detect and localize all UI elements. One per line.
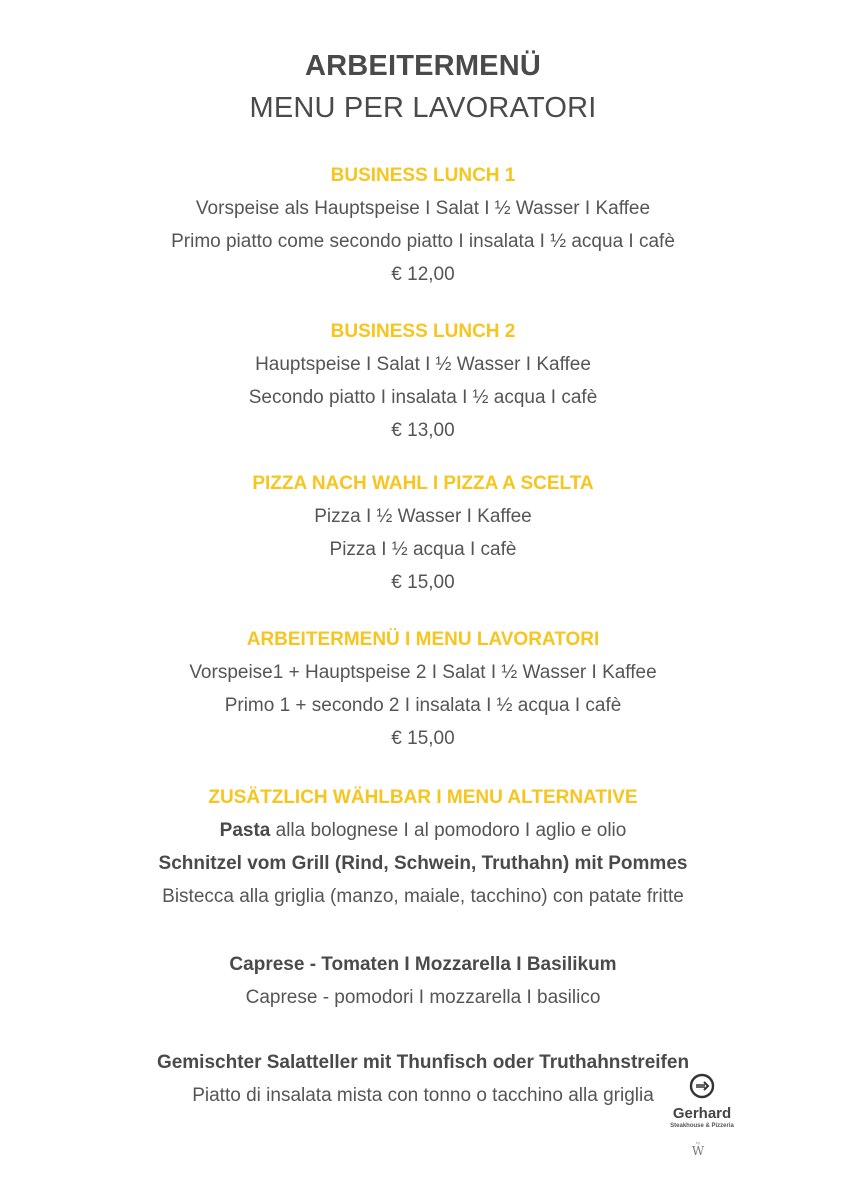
- menu-section-pizza: [0, 468, 846, 599]
- section-line-it: Pizza I ½ acqua I cafè: [329, 539, 517, 560]
- menu-section-arbeitermenu: [0, 624, 846, 755]
- alt-salat-de: Gemischter Salatteller mit Thunfisch oder Truthahnstreifen: [156, 1052, 690, 1073]
- section-price: € 15,00: [391, 572, 455, 593]
- watermark-small: by: [695, 1140, 701, 1145]
- restaurant-logo: [662, 1073, 742, 1130]
- menu-section-caprese: [0, 948, 846, 1014]
- section-line-de: Vorspeise1 + Hauptspeise 2 I Salat I ½ Wasser I Kaffee: [189, 662, 657, 683]
- section-heading: PIZZA NACH WAHL I PIZZA A SCELTA: [252, 473, 594, 494]
- alt-caprese-it: Caprese - pomodori I mozzarella I basilico: [245, 987, 601, 1008]
- alt-pasta: [0, 814, 846, 847]
- section-heading: ARBEITERMENÜ I MENU LAVORATORI: [246, 629, 600, 650]
- section-line-de: Hauptspeise I Salat I ½ Wasser I Kaffee: [255, 354, 591, 375]
- alt-caprese-de: Caprese - Tomaten I Mozzarella I Basilikum: [229, 954, 617, 975]
- section-price: € 15,00: [391, 728, 455, 749]
- logo-name: Gerhard: [672, 1105, 732, 1122]
- alt-schnitzel: Schnitzel vom Grill (Rind, Schwein, Truthahn) mit Pommes: [158, 853, 688, 874]
- watermark-letter: W: [691, 1144, 705, 1158]
- alt-pasta-label: Pasta: [219, 820, 271, 841]
- menu-section-business-lunch-1: [0, 160, 846, 291]
- section-price: € 12,00: [391, 264, 455, 285]
- section-heading: BUSINESS LUNCH 1: [330, 165, 516, 186]
- section-line-it: Primo piatto come secondo piatto I insalata I ½ acqua I cafè: [171, 231, 675, 252]
- menu-section-alternatives: [0, 782, 846, 913]
- watermark-logo: [684, 1140, 712, 1157]
- alt-salat-it: Piatto di insalata mista con tonno o tacchino alla griglia: [192, 1085, 654, 1106]
- section-heading: BUSINESS LUNCH 2: [330, 321, 516, 342]
- section-line-de: Pizza I ½ Wasser I Kaffee: [314, 506, 532, 527]
- fork-circle-icon: [689, 1073, 715, 1099]
- section-line-de: Vorspeise als Hauptspeise I Salat I ½ Wasser I Kaffee: [195, 198, 651, 219]
- alt-bistecca: Bistecca alla griglia (manzo, maiale, tacchino) con patate fritte: [162, 886, 684, 907]
- page-subtitle: MENU PER LAVORATORI: [249, 92, 597, 124]
- logo-tagline: Steakhouse & Pizzeria: [670, 1123, 734, 1129]
- section-line-it: Secondo piatto I insalata I ½ acqua I cafè: [248, 387, 598, 408]
- page-title: ARBEITERMENÜ: [304, 50, 541, 82]
- section-line-it: Primo 1 + secondo 2 I insalata I ½ acqua I cafè: [224, 695, 622, 716]
- section-price: € 13,00: [391, 420, 455, 441]
- menu-section-business-lunch-2: [0, 316, 846, 447]
- alt-pasta-desc: alla bolognese I al pomodoro I aglio e olio: [270, 820, 627, 841]
- section-heading: ZUSÄTZLICH WÄHLBAR I MENU ALTERNATIVE: [208, 787, 638, 808]
